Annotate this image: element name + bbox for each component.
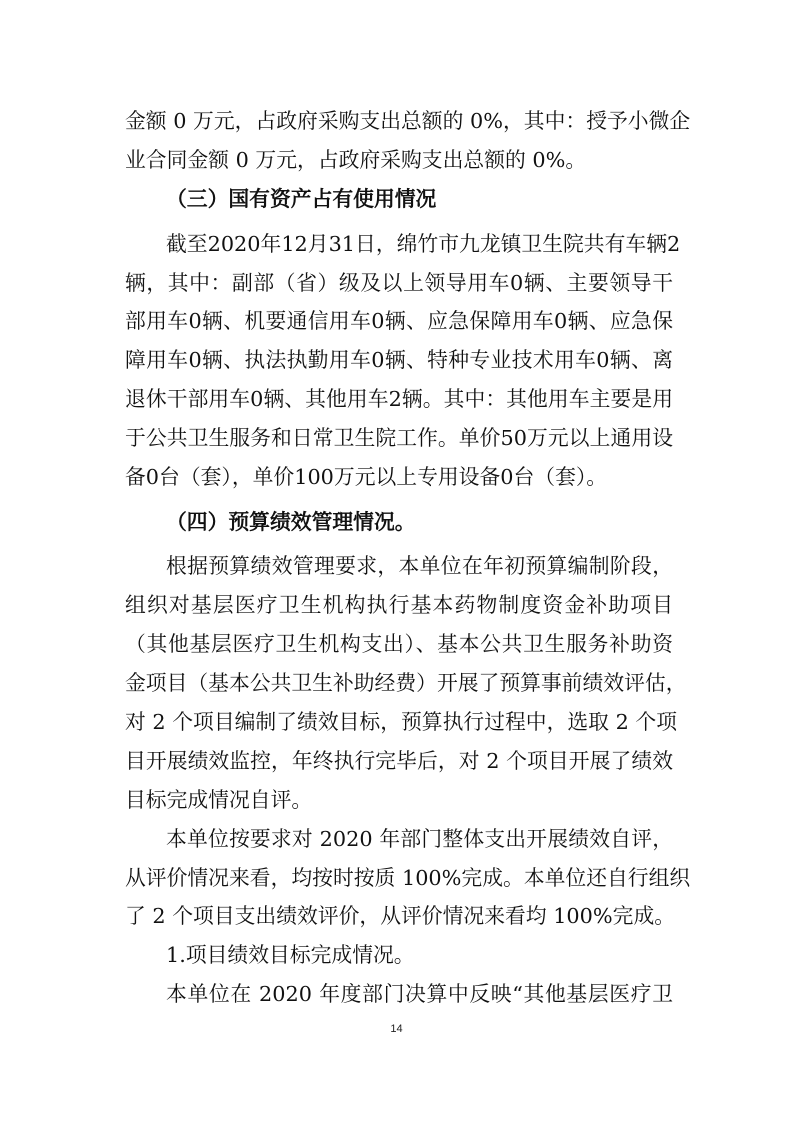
body-line: 根据预算绩效管理要求，本单位在年初预算编制阶段，	[166, 554, 673, 578]
body-line: 本单位按要求对 2020 年部门整体支出开展绩效自评，	[166, 827, 673, 851]
body-line: 部用车0辆、机要通信用车0辆、应急保障用车0辆、应急保	[125, 309, 673, 333]
body-line: 障用车0辆、执法执勤用车0辆、特种专业技术用车0辆、离	[125, 348, 673, 372]
body-line: 金项目（基本公共卫生补助经费）开展了预算事前绩效评估，	[125, 671, 687, 695]
section-heading: （三）国有资产占有使用情况	[166, 186, 437, 211]
body-line: 目开展绩效监控，年终执行完毕后，对 2 个项目开展了绩效	[125, 749, 673, 773]
section-heading: （四）预算绩效管理情况。	[166, 509, 416, 534]
body-line: 从评价情况来看，均按时按质 100%完成。本单位还自行组织	[125, 866, 691, 890]
body-line: （其他基层医疗卫生机构支出）、基本公共卫生服务补助资	[125, 632, 673, 656]
body-line: 退休干部用车0辆、其他用车2辆。其中：其他用车主要是用	[125, 387, 673, 411]
body-line: 对 2 个项目编制了绩效目标，预算执行过程中，选取 2 个项	[125, 710, 678, 734]
body-line: 目标完成情况自评。	[125, 788, 313, 812]
body-line: 了 2 个项目支出绩效评价，从评价情况来看均 100%完成。	[125, 904, 676, 928]
body-line: 1.项目绩效目标完成情况。	[166, 943, 415, 967]
page-number: 14	[390, 1023, 403, 1035]
body-line: 业合同金额 0 万元，占政府采购支出总额的 0%。	[125, 148, 587, 172]
body-line: 金额 0 万元，占政府采购支出总额的 0%，其中：授予小微企	[125, 109, 691, 133]
body-line: 本单位在 2020 年度部门决算中反映“其他基层医疗卫	[166, 982, 673, 1006]
body-line: 于公共卫生服务和日常卫生院工作。单价50万元以上通用设	[125, 426, 673, 450]
body-line: 辆，其中：副部（省）级及以上领导用车0辆、主要领导干	[125, 271, 673, 295]
body-line: 备0台（套），单价100万元以上专用设备0台（套）。	[125, 465, 608, 489]
body-line: 组织对基层医疗卫生机构执行基本药物制度资金补助项目	[125, 593, 673, 617]
body-line: 截至2020年12月31日，绵竹市九龙镇卫生院共有车辆2	[166, 232, 681, 256]
